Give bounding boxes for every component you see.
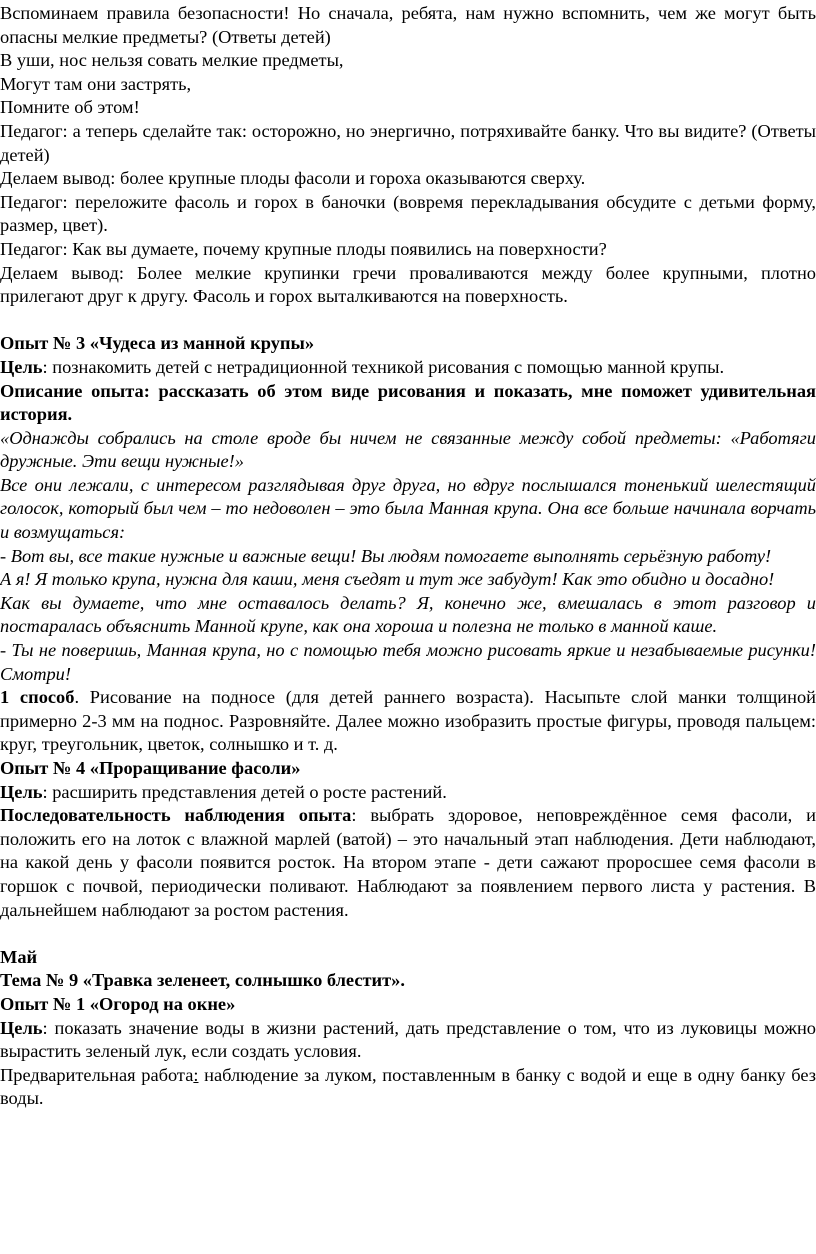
month-heading: Май	[0, 946, 38, 967]
story-paragraph: Все они лежали, с интересом разглядывая друг друга, но вдруг послышался тоненький шелестящий голосок, который был чем – то недоволен – это была Манная крупа. Она все больше начинала ворчать и возмущаться:	[0, 474, 816, 543]
experiment-1-preparation	[0, 1064, 816, 1111]
experiment-3-description	[0, 380, 816, 427]
sequence-label: Последовательность наблюдения опыта	[0, 805, 352, 826]
preparation-text: наблюдение за луком, поставленным в банку с водой и еще в одну банку без воды.	[0, 1064, 816, 1109]
story-paragraph: - Ты не поверишь, Манная крупа, но с помощью тебя можно рисовать яркие и незабываемые рисунки! Смотри!	[0, 640, 816, 684]
preparation-colon: :	[193, 1064, 199, 1085]
experiment-4-title: Опыт № 4 «Проращивание фасоли»	[0, 758, 301, 778]
experiment-1-title: Опыт № 1 «Огород на окне»	[0, 993, 236, 1014]
verse-line: В уши, нос нельзя совать мелкие предметы,	[0, 50, 344, 71]
verse-line: Могут там они застрять,	[0, 73, 192, 94]
goal-text: : расширить представления детей о росте растений.	[42, 781, 447, 802]
goal-label: Цель	[0, 1017, 43, 1038]
paragraph-teacher-question: Педагог: Как вы думаете, почему крупные плоды появились на поверхности?	[0, 238, 607, 259]
preparation-label: Предварительная работа	[0, 1064, 194, 1085]
story-paragraph: Как вы думаете, что мне оставалось делать? Я, конечно же, вмешалась в этот разговор и постаралась объяснить Манной крупе, как она хороша и полезна не только в манной каше.	[0, 592, 816, 637]
topic-heading: Тема № 9 «Травка зеленеет, солнышко блестит».	[0, 970, 405, 991]
goal-label: Цель	[0, 356, 43, 377]
paragraph-teacher-shake: Педагог: а теперь сделайте так: осторожно, но энергично, потряхивайте банку. Что вы видите? (Ответы детей)	[0, 120, 816, 165]
story-paragraph: А я! Я только крупа, нужна для каши, меня съедят и тут же забудут! Как это обидно и досадно!	[0, 569, 775, 590]
sequence-text: : выбрать здоровое, неповреждённое семя фасоли, и положить его на лоток с влажной марлей (ватой) – это начальный этап наблюдения. Дети наблюдают, на какой день у фасоли появится росток. На втором этапе - дети сажают проросшее семя фасоли в горшок с почвой, периодически поливают. Наблюдают за появлением первого листа у растения. В дальнейшем наблюдают за ростом растения.	[0, 805, 816, 920]
paragraph-safety: Вспоминаем правила безопасности! Но сначала, ребята, нам нужно вспомнить, чем же могут быть опасны мелкие предметы? (Ответы детей)	[0, 3, 816, 47]
verse-line: Помните об этом!	[0, 97, 140, 118]
blank-line	[0, 922, 816, 946]
story-paragraph: «Однажды собрались на столе вроде бы ничем не связанные между собой предметы: «Работяги дружные. Эти вещи нужные!»	[0, 427, 816, 472]
blank-line	[0, 309, 816, 333]
experiment-3-method	[0, 686, 816, 757]
method-label: 1 способ	[0, 687, 75, 708]
method-text: . Рисование на подносе (для детей раннего возраста). Насыпьте слой манки толщиной примерно 2-3 мм на поднос. Разровняйте. Далее можно изобразить простые фигуры, проводя пальцем: круг, треугольник, цветок, солнышко и т. д.	[0, 687, 816, 755]
description-text: : рассказать об этом виде рисования и показать, мне поможет удивительная история.	[0, 380, 816, 425]
story-paragraph: - Вот вы, все такие нужные и важные вещи! Вы людям помогаете выполнять серьёзную работу!	[0, 545, 772, 566]
experiment-4-sequence	[0, 804, 816, 922]
experiment-4-goal	[0, 781, 816, 805]
paragraph-conclusion: Делаем вывод: более крупные плоды фасоли и гороха оказываются сверху.	[0, 168, 586, 189]
paragraph-teacher-transfer: Педагог: переложите фасоль и горох в баночки (вовремя перекладывания обсудите с детьми форму, размер, цвет).	[0, 191, 816, 236]
description-label: Описание опыта	[0, 380, 144, 401]
experiment-1-goal	[0, 1017, 816, 1064]
goal-text: : показать значение воды в жизни растений, дать представление о том, что из луковицы можно вырастить зеленый лук, если создать условия.	[0, 1017, 816, 1062]
experiment-3-goal	[0, 356, 816, 380]
goal-label: Цель	[0, 781, 43, 802]
paragraph-conclusion-final: Делаем вывод: Более мелкие крупинки гречи проваливаются между более крупными, плотно прилегают друг к другу. Фасоль и горох выталкиваются на поверхность.	[0, 262, 816, 307]
goal-text: : познакомить детей с нетрадиционной техникой рисования с помощью манной крупы.	[42, 356, 725, 377]
experiment-3-title: Опыт № 3 «Чудеса из манной крупы»	[0, 333, 315, 354]
